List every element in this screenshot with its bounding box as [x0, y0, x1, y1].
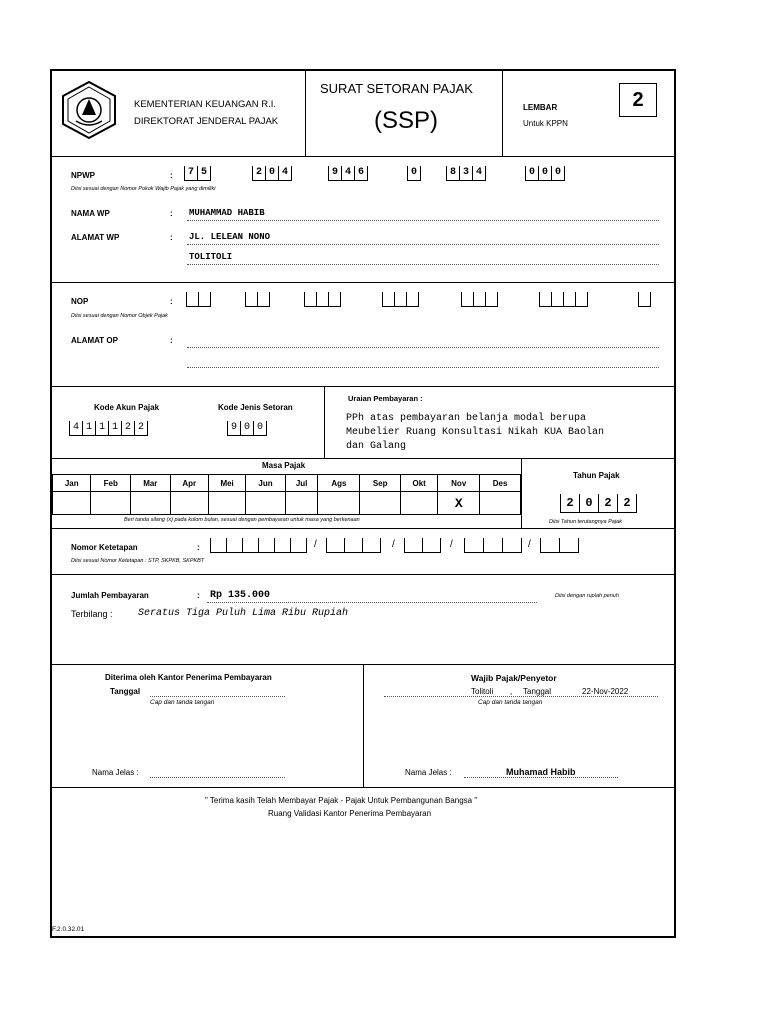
tahun-digit: 2 — [617, 494, 637, 513]
month-header: Jun — [246, 475, 286, 492]
kode-akun-digit: 1 — [82, 421, 95, 436]
month-mark — [285, 492, 318, 515]
uraian-label: Uraian Pembayaran : — [348, 394, 423, 403]
djp-logo-icon — [58, 79, 120, 141]
npwp-digit: 9 — [328, 166, 341, 181]
nop-box-5 — [461, 292, 498, 307]
month-header: Apr — [170, 475, 208, 492]
penerima-tanggal: Tanggal — [110, 687, 141, 696]
ketetapan-box-3 — [404, 538, 441, 553]
tahun-digit: 2 — [560, 494, 579, 513]
ketetapan-box-1 — [210, 538, 307, 553]
lembar-number-box — [619, 83, 657, 117]
kode-akun-label: Kode Akun Pajak — [94, 403, 160, 412]
ssp-form: KEMENTERIAN KEUANGAN R.I. DIREKTORAT JENDERAL PAJAK SURAT SETORAN PAJAK (SSP) LEMBAR Untuk KPPN 2 NPWP : 7 5 2 0 4 9 4 6 0 8 3 4 0 0 0 Diisi sesuai dengan Nomor Pokok Wajib Pajak yang dimiliki NAMA WP : MUHAMMAD HABIB ALAMAT WP : JL. LELEAN NONO TOLITOLI NOP : Diisi sesuai dengan Nomor Objek Pajak ALAMAT OP : Kode Akun Pajak 4 1 1 1 2 2 Kode Jenis Setoran 9 0 0 Uraian Pembayaran : PPh atas pembayaran belanja modal berupa Meubelier Ruang Konsultasi Nikah KUA Baolan dan Galang Masa Pajak Jan Feb Mar Apr Mei Jun Jul Ags Sep Okt Nov Des X Beri tanda silang (x) pada kolom bulan, sesuai dengan pembayaran untuk masa yang berkenaan Tahun Pajak 2 0 2 2 Diisi Tahun terutangnya Pajak Nomor Ketetapan : / / / / Diisi sesuai Nomor Ketetapan : STP, SKPKB, SKPKBT Jumlah Pembayaran : Rp 135.000 Diisi dengan rupiah penuh Terbilang : Seratus Tiga Puluh Lima Ribu Rupiah Diterima oleh Kantor Penerima Pembayaran Tanggal Cap dan tanda tangan Nama Jelas : Wajib Pajak/Penyetor Tolitoli , Tanggal 22-Nov-2022 Cap dan tanda tangan Nama Jelas : Muhamad Habib " Terima kasih Telah Membayar Pajak - Pajak Untuk Pembangunan Bangsa " Ruang Validasi Kantor Penerima Pembayaran F.2.0.32.01 — [50, 69, 676, 938]
npwp-digit: 0 — [551, 166, 565, 181]
penyetor-cap: Cap dan tanda tangan — [478, 699, 543, 706]
nop-box-7 — [638, 292, 651, 307]
kode-jenis-digits — [227, 421, 267, 436]
month-mark — [318, 492, 360, 515]
uraian-line-1: PPh atas pembayaran belanja modal berupa — [346, 413, 587, 424]
ketetapan-box-5 — [540, 538, 579, 553]
month-header: Jan — [53, 475, 91, 492]
month-header: Ags — [318, 475, 360, 492]
jumlah-value: Rp 135.000 — [210, 590, 271, 601]
npwp-digit: 5 — [197, 166, 211, 181]
alamat-wp-line2: TOLITOLI — [189, 252, 233, 262]
kode-jenis-label: Kode Jenis Setoran — [218, 403, 293, 412]
penyetor-nama-label: Nama Jelas : — [405, 768, 452, 777]
month-mark — [360, 492, 401, 515]
month-mark — [246, 492, 286, 515]
month-mark — [401, 492, 438, 515]
npwp-group-5 — [446, 166, 486, 181]
nop-box-3 — [304, 292, 341, 307]
penyetor-nama-value: Muhamad Habib — [506, 767, 576, 777]
npwp-group-3 — [328, 166, 368, 181]
npwp-group-6 — [525, 166, 565, 181]
month-header: Jul — [285, 475, 318, 492]
terbilang-label: Terbilang : — [71, 609, 113, 619]
kode-akun-digit: 4 — [69, 421, 82, 436]
month-mark — [53, 492, 91, 515]
tahun-digits — [560, 494, 637, 513]
ketetapan-colon: : — [197, 543, 200, 552]
nop-box-1 — [186, 292, 211, 307]
npwp-digit: 0 — [525, 166, 538, 181]
validasi-label: Ruang Validasi Kantor Penerima Pembayaran — [268, 809, 432, 818]
npwp-digit: 3 — [459, 166, 472, 181]
kode-akun-digit: 2 — [121, 421, 134, 436]
tahun-pajak-label: Tahun Pajak — [573, 471, 620, 480]
masa-pajak-title: Masa Pajak — [262, 461, 306, 470]
kode-jenis-digit: 0 — [240, 421, 253, 436]
directorate-name: DIREKTORAT JENDERAL PAJAK — [134, 116, 279, 127]
jumlah-note: Diisi dengan rupiah penuh — [555, 593, 619, 599]
kode-jenis-digit: 9 — [227, 421, 240, 436]
tahun-digit: 2 — [598, 494, 617, 513]
lembar-label: LEMBAR — [523, 103, 558, 112]
npwp-digit: 4 — [341, 166, 354, 181]
penyetor-title: Wajib Pajak/Penyetor — [471, 673, 557, 683]
month-header: Mei — [208, 475, 245, 492]
npwp-group-1 — [184, 166, 211, 181]
npwp-label: NPWP — [71, 171, 95, 180]
npwp-digit: 7 — [184, 166, 197, 181]
nama-wp-value: MUHAMMAD HABIB — [189, 208, 265, 218]
month-header: Nov — [438, 475, 480, 492]
nop-colon: : — [170, 297, 173, 306]
month-mark — [131, 492, 171, 515]
month-header: Okt — [401, 475, 438, 492]
nama-wp-colon: : — [170, 209, 173, 218]
form-code: F.2.0.32.01 — [52, 926, 85, 933]
ketetapan-note: Diisi sesuai Nomor Ketetapan : STP, SKPKB, SKPKBT — [71, 558, 205, 564]
npwp-digit: 0 — [407, 166, 421, 181]
penerima-title: Diterima oleh Kantor Penerima Pembayaran — [105, 673, 272, 682]
month-mark — [170, 492, 208, 515]
npwp-digit: 2 — [252, 166, 265, 181]
masa-pajak-table — [52, 474, 521, 515]
month-header: Mar — [131, 475, 171, 492]
lembar-sub: Untuk KPPN — [523, 119, 568, 128]
form-title: SURAT SETORAN PAJAK — [320, 81, 473, 96]
npwp-digit: 0 — [265, 166, 278, 181]
npwp-group-4 — [407, 166, 421, 181]
npwp-digit: 0 — [538, 166, 551, 181]
alamat-wp-label: ALAMAT WP — [71, 233, 120, 242]
penyetor-date: 22-Nov-2022 — [582, 687, 629, 696]
lembar-number: 2 — [632, 89, 644, 111]
masa-note: Beri tanda silang (x) pada kolom bulan, sesuai dengan pembayaran untuk masa yang berkenaan — [124, 517, 360, 523]
kode-akun-digit: 2 — [134, 421, 148, 436]
ketetapan-box-2 — [326, 538, 381, 553]
month-mark: X — [438, 492, 480, 515]
jumlah-colon: : — [197, 591, 200, 600]
form-abbr: (SSP) — [374, 107, 439, 134]
penyetor-comma: , — [510, 687, 513, 696]
nop-box-6 — [539, 292, 588, 307]
kode-akun-digits — [69, 421, 148, 436]
npwp-note: Diisi sesuai dengan Nomor Pokok Wajib Pajak yang dimiliki — [71, 186, 216, 192]
penyetor-tanggal: Tanggal — [523, 687, 552, 696]
npwp-digit: 4 — [472, 166, 486, 181]
month-header: Des — [480, 475, 521, 492]
npwp-colon: : — [170, 171, 173, 180]
alamat-op-colon: : — [170, 336, 173, 345]
ketetapan-box-4 — [464, 538, 522, 553]
npwp-digit: 6 — [354, 166, 368, 181]
npwp-group-2 — [252, 166, 292, 181]
month-mark — [480, 492, 521, 515]
kode-akun-digit: 1 — [108, 421, 121, 436]
month-header: Feb — [91, 475, 131, 492]
jumlah-label: Jumlah Pembayaran — [71, 591, 149, 600]
penerima-nama-label: Nama Jelas : — [92, 768, 139, 777]
ministry-name: KEMENTERIAN KEUANGAN R.I. — [134, 99, 276, 110]
nop-box-2 — [245, 292, 270, 307]
uraian-line-2: Meubelier Ruang Konsultasi Nikah KUA Baolan — [346, 427, 605, 438]
nop-box-4 — [382, 292, 419, 307]
alamat-op-label: ALAMAT OP — [71, 336, 118, 345]
kode-akun-digit: 1 — [95, 421, 108, 436]
nama-wp-label: NAMA WP — [71, 209, 110, 218]
thanks-quote: " Terima kasih Telah Membayar Pajak - Pajak Untuk Pembangunan Bangsa " — [205, 796, 478, 805]
npwp-digit: 8 — [446, 166, 459, 181]
month-mark — [91, 492, 131, 515]
month-mark — [208, 492, 245, 515]
ketetapan-label: Nomor Ketetapan — [71, 543, 138, 552]
nop-label: NOP — [71, 297, 89, 306]
npwp-digit: 4 — [278, 166, 292, 181]
terbilang-value: Seratus Tiga Puluh Lima Ribu Rupiah — [138, 608, 349, 619]
uraian-line-3: dan Galang — [346, 441, 407, 452]
alamat-wp-line1: JL. LELEAN NONO — [189, 232, 271, 242]
tahun-note: Diisi Tahun terutangnya Pajak — [549, 519, 622, 525]
month-header: Sep — [360, 475, 401, 492]
alamat-wp-colon: : — [170, 233, 173, 242]
nop-note: Diisi sesuai dengan Nomor Objek Pajak — [71, 313, 168, 319]
penyetor-place: Tolitoli — [471, 687, 494, 696]
kode-jenis-digit: 0 — [253, 421, 267, 436]
tahun-digit: 0 — [579, 494, 598, 513]
penerima-cap: Cap dan tanda tangan — [150, 699, 215, 706]
